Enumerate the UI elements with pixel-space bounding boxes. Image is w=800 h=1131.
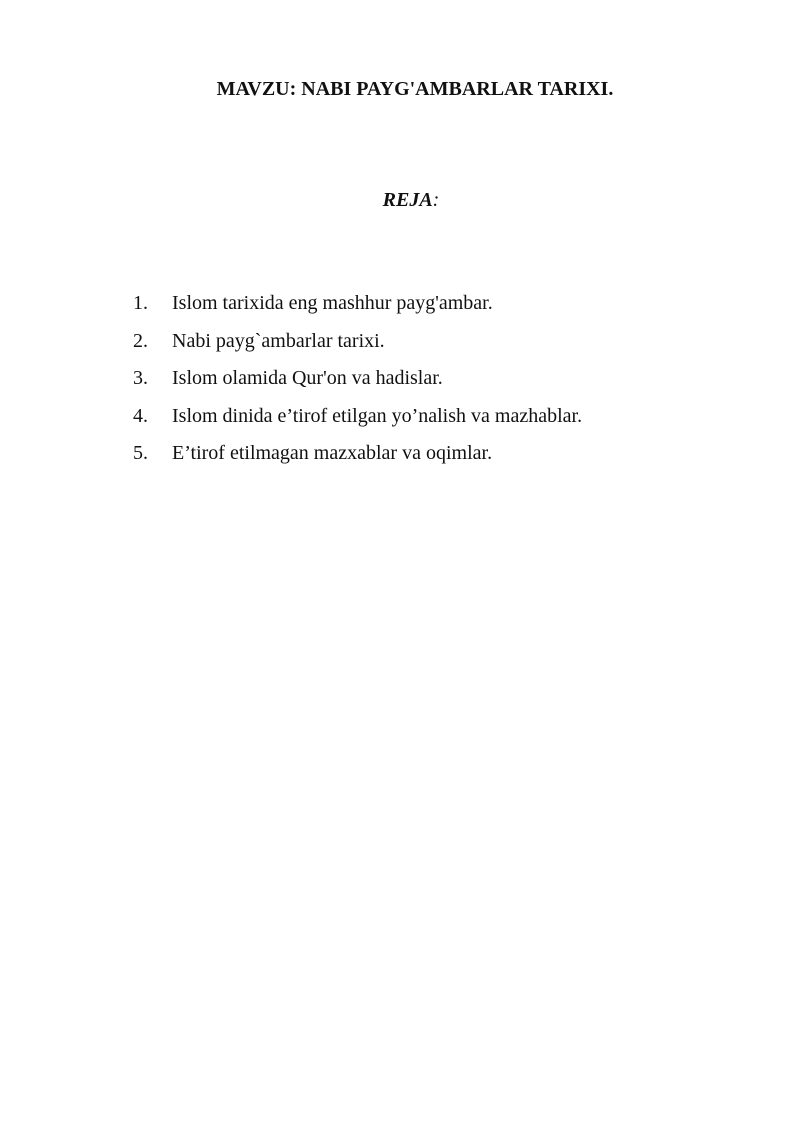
list-item	[133, 403, 582, 441]
list-item-number: 2.	[133, 329, 148, 352]
list-item-number: 4.	[133, 404, 148, 427]
list-item	[133, 290, 582, 328]
list-item-text: Islom dinida e’tirof etilgan yo’nalish va mazhablar.	[172, 404, 583, 427]
plan-heading-colon: :	[432, 189, 440, 211]
list-item-text: Nabi payg`ambarlar tarixi.	[172, 329, 385, 352]
list-item	[133, 365, 582, 403]
list-item-number: 1.	[133, 292, 148, 314]
list-item-text: E’tirof etilmagan mazxablar va oqimlar.	[172, 442, 493, 464]
list-item	[133, 440, 582, 478]
list-item-number: 3.	[133, 367, 148, 389]
plan-heading	[0, 187, 800, 213]
list-item-number: 5.	[133, 442, 148, 464]
plan-heading-text: REJA	[382, 189, 433, 211]
list-item	[133, 328, 582, 366]
list-item-text: Islom tarixida eng mashhur payg'ambar.	[172, 292, 493, 314]
list-item-text: Islom olamida Qur'on va hadislar.	[172, 367, 443, 389]
plan-list	[133, 290, 582, 478]
document-title: MAVZU: NABI PAYG'AMBARLAR TARIXI.	[216, 78, 614, 100]
